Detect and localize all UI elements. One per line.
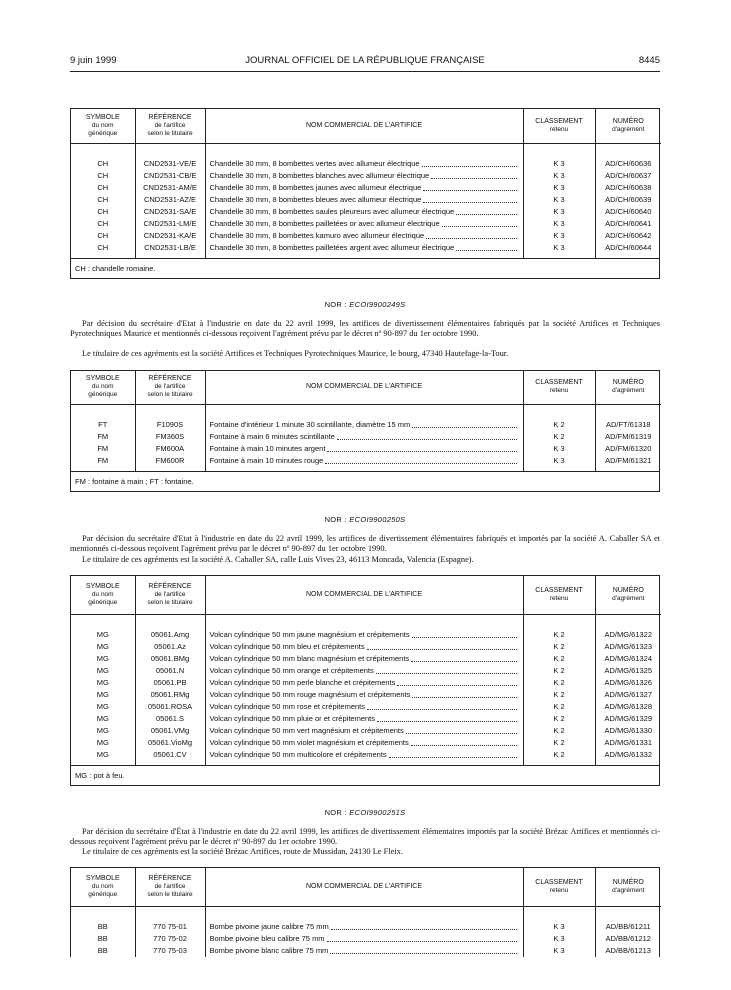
table-row [71,933,661,945]
cell-numero: AD/BB/61211 [605,921,651,931]
artifice-name: Volcan cylindrique 50 mm vert magnésium et crépitements [209,725,404,735]
cell-reference: 05061.VMg [135,725,205,737]
table-row [71,230,661,242]
decision-paragraph: Par décision du secrétaire d'État à l'industrie en date du 22 avril 1999, les artifices de divertissement élémentaires importés par la société Brézac Artifices et mentionnés ci-dessous reçoivent l'agrément prévu par le décret nº 90-897 du 1er octobre 1990. [70,827,660,846]
holder-paragraph: Le titulaire de ces agréments est la société A. Caballer SA, calle Luis Vives 23, 46113 Moncada, Valencia (Espagne). [82,555,474,564]
running-head [70,55,660,66]
artifice-name: Chandelle 30 mm, 8 bombettes pailletées or avec allumeur électrique [209,218,440,228]
cell-nom-commercial [205,158,523,170]
artifice-name: Fontaine à main 10 minutes rouge [209,455,324,465]
cell-numero: AD/MG/61325 [604,665,653,675]
table-row [71,158,661,170]
artifice-name: Chandelle 30 mm, 8 bombettes vertes avec allumeur électrique [209,158,420,168]
cell-symbole: FT [71,419,135,431]
cell-nom-commercial [205,194,523,206]
cell-reference: 05061.S [135,713,205,725]
cell-reference: 05061.Az [135,641,205,653]
cell-classement: K 2 [523,749,595,761]
cell-symbole: MG [71,689,135,701]
table-row [71,170,661,182]
dot-leader [367,649,517,650]
col-header-reference: RÉFÉRENCE de l'artifice selon le titulaire [135,371,205,404]
cell-numero: AD/MG/61331 [604,737,653,747]
cell-reference: 05061.PB [135,677,205,689]
cell-classement: K 2 [523,431,595,443]
table-grid [71,109,661,258]
col-header-nom-commercial: NOM COMMERCIAL DE L'ARTIFICE [205,868,523,906]
cell-reference: CND2531-LB/E [135,242,205,254]
dot-leader [337,439,517,440]
cell-nom-commercial [205,689,523,701]
cell-symbole: MG [71,629,135,641]
cell-numero: AD/MG/61332 [604,749,653,759]
cell-classement: K 3 [523,455,595,467]
dot-leader [376,673,517,674]
artifice-name: Volcan cylindrique 50 mm perle blanche et crépitements [209,677,396,687]
table-row [71,443,661,455]
cell-nom-commercial [205,701,523,713]
cell-reference: CND2531-SA/E [135,206,205,218]
col-header-classement: CLASSEMENT retenu [523,576,595,614]
col-header-numero: NUMÉRO d'agrément [595,371,661,404]
cell-reference: CND2531-LM/E [135,218,205,230]
table-row [71,701,661,713]
table-footnote: FM : fontaine à main ; FT : fontaine. [71,471,659,491]
artifice-name: Volcan cylindrique 50 mm rose et crépitements [209,701,365,711]
cell-reference: 05061.N [135,665,205,677]
cell-numero: AD/CH/60637 [605,170,652,180]
artifice-name: Volcan cylindrique 50 mm blanc magnésium et crépitements [209,653,410,663]
cell-symbole: CH [71,170,135,182]
cell-reference: CND2531-CB/E [135,170,205,182]
decision-paragraph: Par décision du secrétaire d'Etat à l'industrie en date du 22 avril 1999, les artifices de divertissement élémentaires fabriqués et importés par la société A. Caballer SA et mentionnés ci-dessous reçoivent l'agrément prévu par le décret nº 90-897 du 1er octobre 1990. [70,534,660,553]
cell-symbole: CH [71,230,135,242]
cell-reference: CND2531-AZ/E [135,194,205,206]
cell-nom-commercial [205,737,523,749]
table-row [71,455,661,467]
cell-classement: K 3 [523,218,595,230]
dot-leader [377,721,517,722]
approval-table-bombes [70,867,660,957]
cell-nom-commercial [205,455,523,467]
cell-nom-commercial [205,443,523,455]
dot-leader [423,190,516,191]
artifice-name: Chandelle 30 mm, 8 bombettes saules pleureurs avec allumeur électrique [209,206,455,216]
col-header-classement: CLASSEMENT retenu [523,868,595,906]
dot-leader [397,685,516,686]
cell-reference: 05061.CV [135,749,205,761]
dot-leader [456,214,516,215]
cell-numero: AD/MG/61323 [604,641,653,651]
cell-symbole: CH [71,182,135,194]
cell-nom-commercial [205,170,523,182]
col-header-numero: NUMÉRO d'agrément [595,868,661,906]
cell-reference: CND2531-VE/E [135,158,205,170]
cell-nom-commercial [205,641,523,653]
cell-nom-commercial [205,218,523,230]
cell-classement: K 3 [523,206,595,218]
table-row [71,641,661,653]
cell-symbole: MG [71,677,135,689]
cell-classement: K 3 [523,194,595,206]
cell-classement: K 2 [523,689,595,701]
holder-paragraph: Le titulaire de ces agréments est la société Brézac Artifices, route de Mussidan, 24130 Le Fleix. [82,847,403,856]
cell-nom-commercial [205,419,523,431]
cell-reference: FM600A [135,443,205,455]
table-row [71,945,661,957]
artifice-name: Chandelle 30 mm, 8 bombettes pailletées argent avec allumeur électrique [209,242,455,252]
cell-numero: AD/BB/61212 [605,933,651,943]
table-grid [71,371,661,471]
table-row [71,629,661,641]
table-row [71,749,661,761]
table-row [71,182,661,194]
cell-reference: 05061.ROSA [135,701,205,713]
table-row [71,218,661,230]
cell-nom-commercial [205,206,523,218]
dot-leader [367,709,517,710]
table-row [71,737,661,749]
cell-numero: AD/CH/60639 [605,194,652,204]
cell-numero: AD/MG/61328 [604,701,653,711]
dot-leader [412,427,516,428]
cell-numero: AD/FT/61318 [605,419,651,429]
cell-numero: AD/CH/60644 [605,242,652,252]
table-header-row [71,576,661,614]
table-row [71,665,661,677]
col-header-reference: RÉFÉRENCE de l'artifice selon le titulaire [135,868,205,906]
table-spacer-row [71,614,661,629]
cell-symbole: BB [71,945,135,957]
cell-symbole: MG [71,641,135,653]
col-header-classement: CLASSEMENT retenu [523,109,595,143]
artifice-name: Volcan cylindrique 50 mm bleu et crépitements [209,641,365,651]
table-spacer-row [71,404,661,419]
artifice-name: Chandelle 30 mm, 8 bombettes bleues avec allumeur électrique [209,194,422,204]
dot-leader [411,661,516,662]
dot-leader [431,178,516,179]
cell-symbole: FM [71,443,135,455]
cell-numero: AD/CH/60640 [605,206,652,216]
cell-numero: AD/MG/61322 [604,629,653,639]
nor-code: ECOI9900249S [349,300,406,309]
artifice-name: Chandelle 30 mm, 8 bombettes blanches avec allumeur électrique [209,170,430,180]
col-header-reference: RÉFÉRENCE de l'artifice selon le titulaire [135,109,205,143]
holder-paragraph: Le titulaire de ces agréments est la société Artifices et Techniques Pyrotechniques Maurice, le bourg, 47340 Hautefage-la-Tour. [82,349,509,358]
cell-reference: FM600R [135,455,205,467]
cell-nom-commercial [205,933,523,945]
cell-nom-commercial [205,725,523,737]
cell-classement: K 2 [523,725,595,737]
cell-numero: AD/CH/60642 [605,230,652,240]
artifice-name: Volcan cylindrique 50 mm pluie or et crépitements [209,713,375,723]
dot-leader [330,953,516,954]
cell-numero: AD/FM/61321 [605,455,652,465]
cell-reference: 05061.VioMg [135,737,205,749]
cell-symbole: MG [71,737,135,749]
artifice-name: Bombe pivoine bleu calibre 75 mm [209,933,325,943]
cell-reference: F1090S [135,419,205,431]
table-row [71,206,661,218]
nor-code: ECOI9900251S [349,808,406,817]
cell-nom-commercial [205,945,523,957]
cell-nom-commercial [205,653,523,665]
cell-symbole: MG [71,725,135,737]
table-spacer-row [71,143,661,158]
cell-numero: AD/BB/61213 [605,945,651,955]
cell-symbole: CH [71,242,135,254]
artifice-name: Volcan cylindrique 50 mm multicolore et crépitements [209,749,387,759]
table-row [71,431,661,443]
artifice-name: Fontaine à main 6 minutes scintillante [209,431,335,441]
cell-nom-commercial [205,749,523,761]
cell-reference: CND2531-KA/E [135,230,205,242]
col-header-symbole: SYMBOLE du nom générique [71,868,135,906]
col-header-numero: NUMÉRO d'agrément [595,576,661,614]
cell-numero: AD/CH/60641 [605,218,652,228]
table-row [71,713,661,725]
table-footnote: CH : chandelle romaine. [71,258,659,278]
col-header-symbole: SYMBOLE du nom générique [71,109,135,143]
cell-symbole: BB [71,921,135,933]
dot-leader [423,202,516,203]
cell-nom-commercial [205,921,523,933]
cell-classement: K 3 [523,182,595,194]
cell-nom-commercial [205,242,523,254]
table-row [71,921,661,933]
cell-symbole: FM [71,431,135,443]
cell-classement: K 2 [523,701,595,713]
nor-reference [70,808,660,817]
cell-classement: K 2 [523,737,595,749]
table-row [71,194,661,206]
cell-numero: AD/FM/61319 [605,431,652,441]
cell-classement: K 2 [523,665,595,677]
cell-classement: K 3 [523,933,595,945]
cell-symbole: BB [71,933,135,945]
col-header-reference: RÉFÉRENCE de l'artifice selon le titulaire [135,576,205,614]
nor-code: ECOI9900250S [349,515,406,524]
cell-reference: 05061.BMg [135,653,205,665]
cell-reference: 05061.Amg [135,629,205,641]
cell-classement: K 3 [523,170,595,182]
cell-numero: AD/MG/61329 [604,713,653,723]
dot-leader [325,463,516,464]
cell-nom-commercial [205,230,523,242]
dot-leader [442,226,517,227]
col-header-numero: NUMÉRO d'agrément [595,109,661,143]
table-row [71,242,661,254]
cell-symbole: FM [71,455,135,467]
cell-symbole: MG [71,749,135,761]
cell-symbole: MG [71,701,135,713]
table-header-row [71,868,661,906]
artifice-name: Volcan cylindrique 50 mm orange et crépitements [209,665,374,675]
cell-numero: AD/MG/61330 [604,725,653,735]
approval-table-chandelles [70,108,660,279]
cell-reference: 05061.RMg [135,689,205,701]
cell-reference: FM360S [135,431,205,443]
page-number: 8445 [638,55,660,66]
dot-leader [411,745,517,746]
journal-title: JOURNAL OFFICIEL DE LA RÉPUBLIQUE FRANÇAISE [245,55,485,66]
decision-paragraph: Par décision du secrétaire d'Etat à l'industrie en date du 22 avril 1999, les artifices de divertissement élémentaires fabriqués par la société Artifices et Techniques Pyrotechniques Maurice et mentionnés ci-dessous reçoivent l'agrément prévu par le décret nº 90-897 du 1er octobre 1990. [70,319,660,338]
dot-leader [389,757,517,758]
cell-symbole: MG [71,665,135,677]
table-grid [71,576,661,765]
cell-symbole: CH [71,218,135,230]
table-row [71,653,661,665]
dot-leader [327,451,516,452]
table-spacer-row [71,906,661,921]
cell-classement: K 3 [523,230,595,242]
cell-classement: K 3 [523,242,595,254]
cell-symbole: MG [71,713,135,725]
artifice-name: Volcan cylindrique 50 mm jaune magnésium et crépitements [209,629,410,639]
cell-classement: K 2 [523,419,595,431]
nor-label: NOR : [324,808,347,817]
cell-symbole: CH [71,206,135,218]
cell-nom-commercial [205,182,523,194]
cell-nom-commercial [205,713,523,725]
cell-classement: K 2 [523,653,595,665]
nor-reference [70,300,660,309]
dot-leader [412,637,517,638]
cell-numero: AD/MG/61326 [604,677,653,687]
cell-reference: 770 75-01 [135,921,205,933]
cell-numero: AD/FM/61320 [605,443,652,453]
cell-reference: 770 75-03 [135,945,205,957]
dot-leader [327,941,517,942]
cell-numero: AD/MG/61327 [604,689,653,699]
table-row [71,677,661,689]
col-header-classement: CLASSEMENT retenu [523,371,595,404]
approval-table-fontaines [70,370,660,492]
artifice-name: Bombe pivoine jaune calibre 75 mm [209,921,329,931]
cell-numero: AD/MG/61324 [604,653,653,663]
cell-classement: K 3 [523,945,595,957]
table-row [71,725,661,737]
dot-leader [331,929,517,930]
cell-classement: K 2 [523,713,595,725]
dot-leader [412,697,516,698]
artifice-name: Fontaine d'intérieur 1 minute 30 scintillante, diamètre 15 mm [209,419,411,429]
table-row [71,689,661,701]
dot-leader [426,238,516,239]
cell-reference: 770 75-02 [135,933,205,945]
cell-nom-commercial [205,629,523,641]
col-header-symbole: SYMBOLE du nom générique [71,371,135,404]
table-header-row [71,109,661,143]
artifice-name: Chandelle 30 mm, 8 bombettes jaunes avec allumeur électrique [209,182,422,192]
cell-nom-commercial [205,677,523,689]
cell-classement: K 2 [523,629,595,641]
table-grid [71,868,661,957]
cell-symbole: CH [71,194,135,206]
artifice-name: Bombe pivoine blanc calibre 75 mm [209,945,329,955]
cell-classement: K 2 [523,677,595,689]
artifice-name: Chandelle 30 mm, 8 bombettes kamuro avec allumeur électrique [209,230,425,240]
cell-classement: K 3 [523,443,595,455]
nor-label: NOR : [324,300,347,309]
dot-leader [456,250,516,251]
cell-reference: CND2531-AM/E [135,182,205,194]
artifice-name: Fontaine à main 10 minutes argent [209,443,326,453]
table-row [71,419,661,431]
cell-numero: AD/CH/60636 [605,158,652,168]
col-header-nom-commercial: NOM COMMERCIAL DE L'ARTIFICE [205,109,523,143]
nor-reference [70,515,660,524]
artifice-name: Volcan cylindrique 50 mm violet magnésium et crépitements [209,737,409,747]
issue-date: 9 juin 1999 [70,55,117,66]
artifice-name: Volcan cylindrique 50 mm rouge magnésium et crépitements [209,689,411,699]
cell-classement: K 3 [523,921,595,933]
approval-table-volcans [70,575,660,786]
table-header-row [71,371,661,404]
col-header-symbole: SYMBOLE du nom générique [71,576,135,614]
cell-classement: K 2 [523,641,595,653]
nor-label: NOR : [324,515,347,524]
cell-symbole: CH [71,158,135,170]
dot-leader [422,166,517,167]
cell-classement: K 3 [523,158,595,170]
cell-numero: AD/CH/60638 [605,182,652,192]
col-header-nom-commercial: NOM COMMERCIAL DE L'ARTIFICE [205,371,523,404]
cell-symbole: MG [71,653,135,665]
cell-nom-commercial [205,665,523,677]
cell-nom-commercial [205,431,523,443]
col-header-nom-commercial: NOM COMMERCIAL DE L'ARTIFICE [205,576,523,614]
dot-leader [406,733,517,734]
table-footnote: MG : pot à feu. [71,765,659,785]
header-rule [70,71,660,72]
